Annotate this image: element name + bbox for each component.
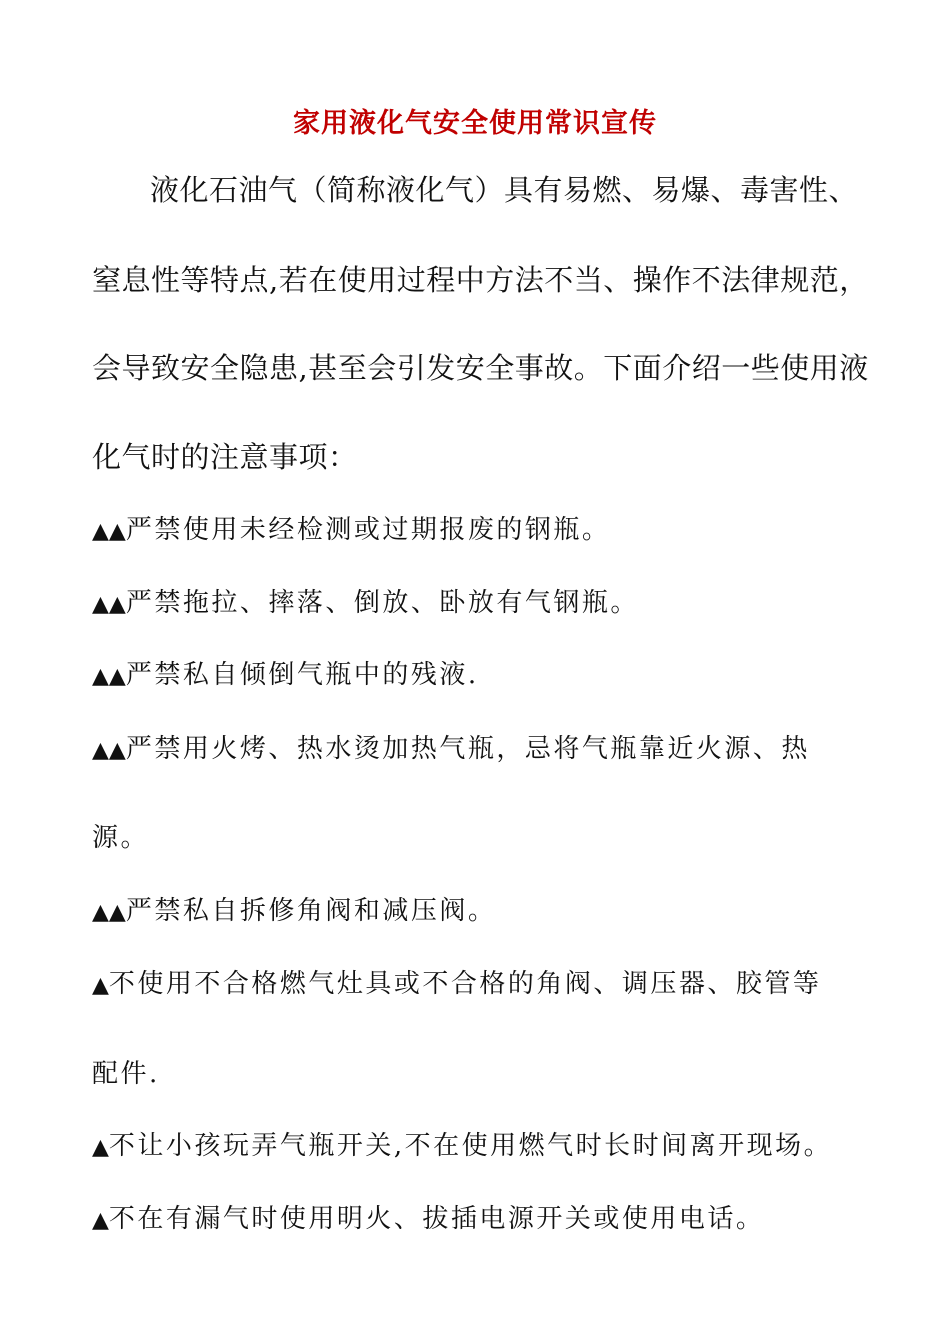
list-item xyxy=(92,729,810,771)
list-item xyxy=(92,1126,832,1168)
list-item xyxy=(92,583,639,625)
document-title: 家用液化气安全使用常识宣传 xyxy=(293,108,657,139)
list-item-text: 严禁拖拉、摔落、倒放、卧放有气钢瓶。 xyxy=(125,588,639,618)
list-item xyxy=(92,891,496,933)
list-item-text: 不使用不合格燃气灶具或不合格的角阀、调压器、胶管等 xyxy=(108,969,822,999)
triangle-bullet-icon: ▲▲ xyxy=(92,900,126,925)
intro-line-2: 窒息性等特点,若在使用过程中方法不当、操作不法律规范， xyxy=(92,263,869,297)
triangle-bullet-icon: ▲ xyxy=(92,1208,109,1233)
triangle-bullet-icon: ▲▲ xyxy=(92,664,126,689)
triangle-bullet-icon: ▲▲ xyxy=(92,592,126,617)
intro-line-3: 会导致安全隐患,甚至会引发安全事故。下面介绍一些使用液 xyxy=(92,351,869,385)
list-item xyxy=(92,655,479,697)
list-item xyxy=(92,964,821,1006)
triangle-bullet-icon: ▲ xyxy=(92,973,109,998)
list-item xyxy=(92,510,610,552)
triangle-bullet-icon: ▲▲ xyxy=(92,519,126,544)
list-item-text: 不在有漏气时使用明火、拔插电源开关或使用电话。 xyxy=(108,1204,765,1234)
list-item-continuation: 配件. xyxy=(92,1059,160,1089)
list-item xyxy=(92,1199,764,1241)
triangle-bullet-icon: ▲ xyxy=(92,1135,109,1160)
list-item-text: 严禁使用未经检测或过期报废的钢瓶。 xyxy=(125,515,611,545)
intro-line-4: 化气时的注意事项： xyxy=(92,440,358,474)
list-item-text: 严禁用火烤、热水烫加热气瓶，忌将气瓶靠近火源、热 xyxy=(125,734,810,764)
list-item-text: 严禁私自倾倒气瓶中的残液. xyxy=(125,660,479,690)
list-item-continuation: 源。 xyxy=(92,823,150,853)
triangle-bullet-icon: ▲▲ xyxy=(92,738,126,763)
list-item-text: 严禁私自拆修角阀和减压阀。 xyxy=(125,896,497,926)
intro-line-1: 液化石油气（简称液化气）具有易燃、易爆、毒害性、 xyxy=(150,173,859,207)
list-item-text: 不让小孩玩弄气瓶开关,不在使用燃气时长时间离开现场。 xyxy=(108,1131,833,1161)
